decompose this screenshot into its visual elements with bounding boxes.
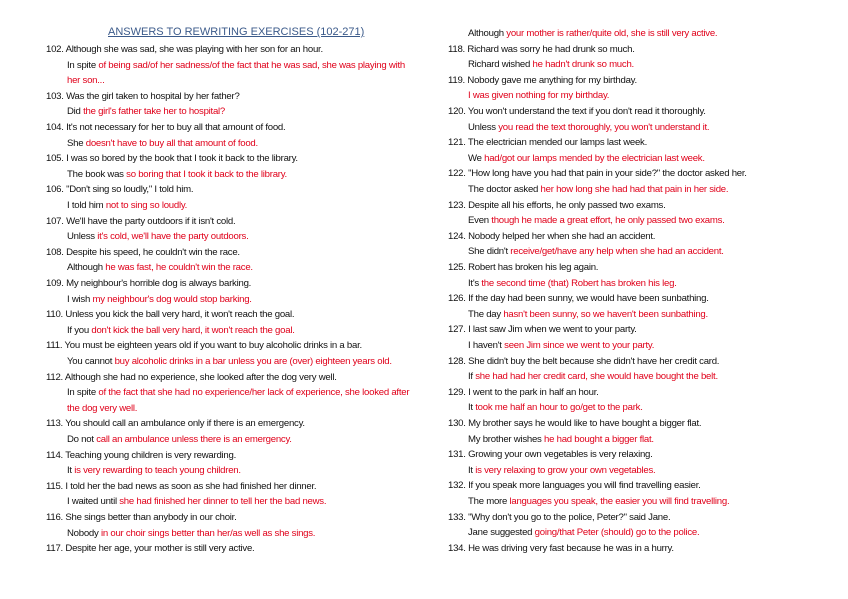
prompt-text: In spite (67, 387, 99, 399)
question-line (448, 387, 599, 399)
exercise-number: 128. (448, 355, 469, 367)
prompt-text: She (67, 137, 86, 149)
prompt-text: I went to the park in half an hour. (468, 386, 599, 398)
prompt-text: Nobody helped her when she had an accident. (468, 230, 656, 242)
answer-line (468, 184, 728, 196)
answer-text: buy alcoholic drinks in a bar unless you are (over) eighteen years old. (114, 356, 392, 367)
answer-text: he was fast, he couldn't win the race. (105, 262, 253, 274)
prompt-text: The doctor asked (468, 184, 541, 195)
prompt-text: "How long have you had that pain in your side?" the doctor asked her. (468, 168, 747, 180)
prompt-text: Robert has broken his leg again. (468, 262, 599, 273)
prompt-text: You should call an ambulance only if there is an emergency. (65, 418, 305, 430)
page-title: ANSWERS TO REWRITING EXERCISES (102-271) (108, 26, 365, 38)
answer-text: she had finished her dinner to tell her the bad news. (119, 496, 327, 508)
prompt-text: Nobody gave me anything for my birthday. (467, 74, 637, 86)
question-line (46, 309, 294, 321)
prompt-text: In spite (67, 59, 99, 71)
answer-line (67, 106, 225, 118)
exercise-number: 106. (46, 184, 67, 196)
question-line (46, 512, 237, 524)
answer-text: doesn't have to buy all that amount of food. (85, 137, 258, 149)
prompt-text: It (67, 465, 75, 477)
answer-text: call an ambulance unless there is an emergency. (96, 434, 292, 445)
question-line (448, 44, 635, 56)
exercise-number: 126. (448, 293, 469, 305)
prompt-text: It's (468, 277, 482, 289)
prompt-text: Although (468, 28, 507, 39)
question-line (46, 481, 316, 493)
prompt-text: I last saw Jim when we went to your party. (468, 324, 637, 336)
prompt-text: My neighbour's horrible dog is always barking. (66, 278, 252, 289)
prompt-text: Even (468, 215, 492, 227)
exercise-number: 119. (448, 74, 468, 86)
exercise-number: 118. (448, 43, 468, 55)
prompt-text: She didn't buy the belt because she didn't have her credit card. (468, 355, 720, 367)
answer-line (67, 262, 253, 274)
question-line (46, 543, 254, 555)
answer-line (468, 153, 705, 165)
prompt-text: The day (468, 308, 504, 320)
exercise-number: 102. (46, 44, 66, 55)
exercise-number: 125. (448, 262, 469, 273)
answer-line (468, 59, 634, 71)
answer-line (468, 90, 609, 102)
prompt-text: Was the girl taken to hospital by her father? (66, 90, 240, 102)
exercise-number: 111. (46, 340, 65, 352)
exercise-number: 131. (448, 449, 469, 461)
prompt-text: Unless (67, 231, 98, 243)
answer-line (67, 356, 392, 368)
answer-text: my neighbour's dog would stop barking. (92, 293, 252, 305)
answer-text: seen Jim since we went to your party. (504, 340, 655, 351)
exercise-number: 132. (448, 480, 469, 492)
answer-text: had/got our lamps mended by the electrician last week. (484, 152, 705, 164)
prompt-text: We (468, 152, 485, 164)
answer-text: so boring that I took it back to the library. (126, 168, 287, 180)
question-line (46, 153, 298, 165)
prompt-text: She sings better than anybody in our choir. (65, 512, 237, 523)
prompt-text: We'll have the party outdoors if it isn't cold. (66, 215, 236, 227)
question-line (46, 91, 240, 103)
question-line (448, 418, 701, 430)
answer-line (468, 371, 718, 383)
exercise-number: 122. (448, 168, 469, 180)
answer-text: of the fact that she had no experience/her lack of experience, she looked after (98, 387, 410, 399)
prompt-text: Do not (67, 434, 97, 445)
answer-text: though he made a great effort, he only passed two exams. (491, 215, 725, 227)
answer-line (67, 231, 249, 243)
prompt-text: She didn't (468, 246, 511, 258)
prompt-text: Nobody (67, 527, 101, 539)
question-line (46, 44, 323, 56)
prompt-text: The electrician mended our lamps last week. (467, 137, 648, 149)
question-line (448, 200, 666, 212)
answer-text: is very relaxing to grow your own vegetables. (475, 464, 656, 476)
answer-line (468, 340, 654, 352)
question-line (46, 122, 285, 134)
answer-line (67, 496, 326, 508)
answer-text: is very rewarding to teach young children. (74, 465, 241, 477)
answer-text: he had bought a bigger flat. (544, 433, 654, 445)
exercise-number: 105. (46, 153, 67, 165)
answer-line (67, 60, 405, 72)
answer-line (468, 278, 677, 290)
answer-line (67, 387, 409, 399)
exercise-number: 133. (448, 511, 469, 523)
prompt-text: If you speak more languages you will find travelling easier. (468, 480, 701, 492)
exercise-number: 124. (448, 230, 469, 242)
question-line (46, 450, 236, 462)
exercise-number: 114. (46, 449, 66, 461)
answer-text: took me half an hour to go/get to the park. (475, 402, 643, 414)
prompt-text: Teaching young children is very rewarding. (65, 449, 237, 461)
answer-text: don't kick the ball very hard, it won't reach the goal. (91, 324, 295, 336)
prompt-text: Despite his speed, he couldn't win the race. (66, 246, 240, 258)
answer-text: going/that Peter (should) go to the police. (534, 527, 700, 539)
answer-text: your mother is rather/quite old, she is still very active. (506, 28, 718, 39)
answer-text: languages you speak, the easier you will find travelling. (509, 496, 730, 507)
prompt-text: Despite all his efforts, he only passed two exams. (468, 199, 666, 211)
exercise-number: 104. (46, 122, 67, 133)
exercise-number: 107. (46, 215, 67, 227)
prompt-text: It (468, 464, 476, 476)
prompt-text: Growing your own vegetables is very relaxing. (468, 449, 653, 461)
prompt-text: If (468, 371, 476, 383)
answer-text: the dog very well. (67, 402, 138, 414)
question-line (448, 75, 637, 87)
prompt-text: "Why don't you go to the police, Peter?" said Jane. (468, 511, 671, 523)
answer-line (468, 215, 725, 227)
prompt-text: "Don't sing so loudly," I told him. (66, 184, 194, 196)
answer-line (67, 465, 241, 477)
prompt-text: If you (67, 324, 92, 336)
question-line (448, 262, 598, 274)
prompt-text: It's not necessary for her to buy all that amount of food. (66, 122, 286, 133)
answer-text: hasn't been sunny, so we haven't been sunbathing. (503, 308, 708, 320)
answer-line (468, 122, 709, 134)
answer-line (67, 138, 258, 150)
prompt-text: I waited until (67, 496, 120, 508)
prompt-text: Unless you kick the ball very hard, it won't reach the goal. (65, 309, 295, 321)
answer-line (468, 527, 699, 539)
prompt-text: Although she had no experience, she looked after the dog very well. (64, 371, 337, 383)
prompt-text: I was so bored by the book that I took it back to the library. (66, 153, 298, 165)
exercise-number: 130. (448, 418, 469, 429)
question-line (448, 543, 674, 555)
prompt-text: The more (468, 496, 510, 507)
answer-text: the girl's father take her to hospital? (83, 106, 225, 118)
answer-text: he hadn't drunk so much. (532, 59, 634, 71)
exercise-number: 115. (46, 480, 66, 492)
exercise-number: 134. (448, 542, 469, 554)
answer-text: not to sing so loudly. (105, 200, 188, 211)
answer-line (468, 309, 708, 321)
prompt-text: Did (67, 106, 84, 118)
question-line (448, 137, 647, 149)
exercise-number: 116. (46, 512, 66, 523)
prompt-text: The book was (67, 168, 127, 180)
answer-line (468, 246, 724, 258)
answer-line (67, 403, 137, 415)
question-line (46, 247, 240, 259)
answer-text: the second time (that) Robert has broken his leg. (481, 277, 677, 289)
prompt-text: You must be eighteen years old if you want to buy alcoholic drinks in a bar. (64, 340, 362, 352)
prompt-text: Unless (468, 121, 499, 133)
question-line (448, 512, 670, 524)
prompt-text: Richard was sorry he had drunk so much. (467, 43, 635, 55)
prompt-text: I wish (67, 293, 93, 305)
question-line (448, 293, 709, 305)
answer-text: receive/get/have any help when she had an accident. (510, 246, 724, 258)
prompt-text: You won't understand the text if you don't read it thoroughly. (467, 106, 706, 117)
question-line (46, 216, 235, 228)
prompt-text: Although she was sad, she was playing with her son for an hour. (65, 44, 323, 55)
question-line (46, 278, 251, 290)
answer-text: her son... (67, 75, 105, 87)
answer-line (67, 434, 292, 446)
prompt-text: You cannot (67, 356, 115, 367)
answer-text: it's cold, we'll have the party outdoors. (97, 231, 249, 243)
prompt-text: I haven't (468, 340, 505, 351)
exercise-number: 121. (448, 137, 468, 149)
question-line (46, 184, 193, 196)
answer-text: you read the text thoroughly, you won't understand it. (498, 121, 710, 133)
question-line (448, 168, 747, 180)
answer-text: in our choir sings better than her/as well as she sings. (100, 527, 316, 539)
answer-line (468, 434, 654, 446)
answer-text: I was given nothing for my birthday. (468, 90, 610, 102)
answer-line (67, 169, 287, 181)
prompt-text: I told him (67, 200, 106, 211)
question-line (448, 106, 706, 118)
answer-line (468, 28, 717, 40)
exercise-number: 129. (448, 386, 469, 398)
prompt-text: My brother says he would like to have bought a bigger flat. (468, 418, 702, 429)
exercise-number: 108. (46, 246, 67, 258)
prompt-text: Although (67, 262, 106, 274)
exercise-number: 110. (46, 309, 66, 321)
question-line (448, 449, 653, 461)
prompt-text: I told her the bad news as soon as she had finished her dinner. (65, 480, 317, 492)
prompt-text: Despite her age, your mother is still very active. (65, 543, 255, 555)
prompt-text: It (468, 402, 476, 414)
question-line (448, 231, 655, 243)
exercise-number: 123. (448, 199, 469, 211)
question-line (46, 340, 362, 352)
exercise-number: 120. (448, 106, 468, 117)
question-line (46, 372, 337, 384)
exercise-number: 112. (46, 371, 65, 383)
question-line (448, 356, 719, 368)
prompt-text: Jane suggested (468, 527, 535, 539)
prompt-text: If the day had been sunny, we would have been sunbathing. (468, 293, 709, 305)
answer-line (67, 200, 187, 212)
prompt-text: Richard wished (468, 59, 533, 71)
answer-line (468, 402, 643, 414)
exercise-number: 117. (46, 543, 66, 555)
answer-line (67, 528, 315, 540)
answer-text: her how long she had had that pain in her side. (540, 184, 729, 195)
answer-line (67, 75, 105, 87)
answer-text: she had had her credit card, she would have bought the belt. (475, 371, 718, 383)
question-line (46, 418, 305, 430)
question-line (448, 324, 637, 336)
answer-line (468, 465, 655, 477)
answer-line (67, 294, 252, 306)
exercise-number: 103. (46, 90, 67, 102)
exercise-number: 127. (448, 324, 469, 336)
exercise-number: 109. (46, 278, 67, 289)
answer-line (468, 496, 729, 508)
answer-text: of being sad/of her sadness/of the fact that he was sad, she was playing with (98, 59, 405, 71)
exercise-number: 113. (46, 418, 66, 430)
question-line (448, 480, 701, 492)
answer-line (67, 325, 295, 337)
prompt-text: He was driving very fast because he was in a hurry. (468, 542, 674, 554)
prompt-text: My brother wishes (468, 433, 545, 445)
